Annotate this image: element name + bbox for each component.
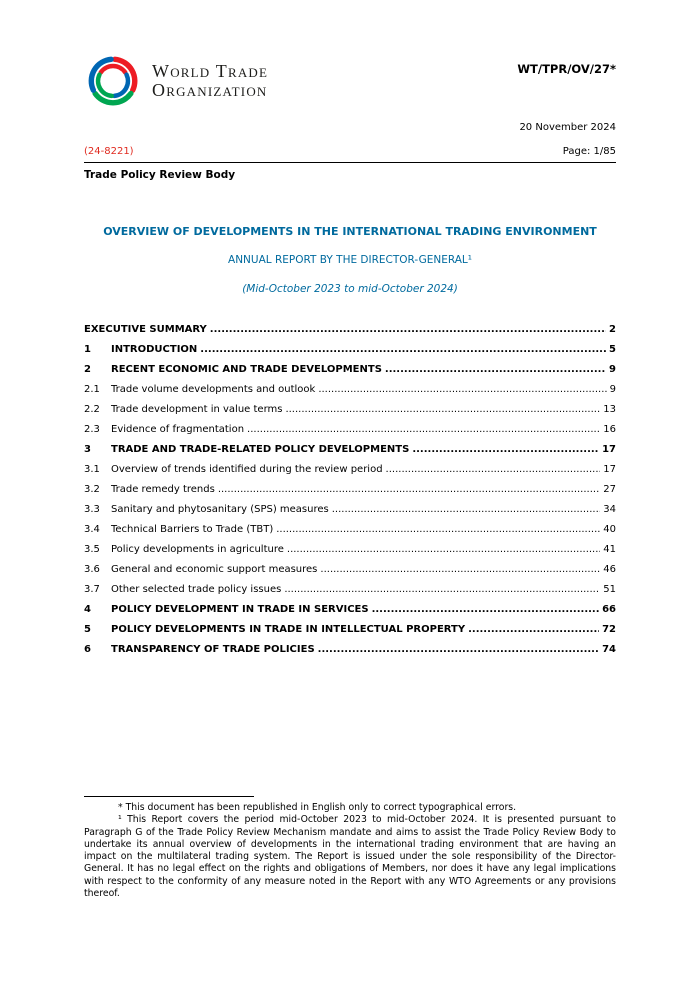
toc-row <box>84 360 616 380</box>
toc-row <box>84 420 616 440</box>
report-title: OVERVIEW OF DEVELOPMENTS IN THE INTERNATIONAL TRADING ENVIRONMENT <box>103 225 597 238</box>
toc-item-page: 9 <box>609 384 616 395</box>
toc-item-number: 2.3 <box>84 424 100 435</box>
org-name-line2: Organization <box>152 80 268 100</box>
wto-globe-icon <box>84 52 142 110</box>
toc-row <box>84 380 616 400</box>
toc-item-page: 74 <box>602 644 616 655</box>
toc-row <box>84 540 616 560</box>
toc-leader-dots <box>210 320 606 340</box>
document-number: (24-8221) <box>84 146 134 157</box>
document-symbol: WT/TPR/OV/27* <box>517 62 616 76</box>
toc-item-label: Technical Barriers to Trade (TBT) <box>111 524 274 535</box>
toc-item-label: EXECUTIVE SUMMARY <box>84 324 207 335</box>
toc-item-label: General and economic support measures <box>111 564 318 575</box>
toc-item-number: 5 <box>84 624 91 635</box>
footnote-1: ¹ This Report covers the period mid-October 2023 to mid-October 2024. It is presented pursuant to Paragraph G of the Trade Policy Review Mechanism mandate and aims to assist the Trade Policy Review Body to undertake its annual overview of developments in the international trading environment that are having an impact on the multilateral trading system. The Report is issued under the sole responsibility of the Director-General. It has no legal effect on the rights and obligations of Members, nor does it have any legal implications with respect to the conformity of any measure noted in the Report with any WTO Agreements or any provisions thereof. <box>84 814 616 900</box>
toc-item-number: 3.6 <box>84 564 100 575</box>
toc-leader-dots <box>332 500 601 520</box>
toc-item-label: POLICY DEVELOPMENTS IN TRADE IN INTELLECTUAL PROPERTY <box>111 624 466 635</box>
toc-leader-dots <box>200 340 606 360</box>
table-of-contents <box>84 320 616 660</box>
toc-row <box>84 320 616 340</box>
toc-item-number: 6 <box>84 644 91 655</box>
toc-item-label: INTRODUCTION <box>111 344 198 355</box>
toc-item-number: 4 <box>84 604 91 615</box>
toc-item-label: Overview of trends identified during the review period <box>111 464 383 475</box>
footnotes-block <box>84 796 616 900</box>
toc-leader-dots <box>386 460 601 480</box>
toc-row <box>84 400 616 420</box>
toc-item-number: 2 <box>84 364 91 375</box>
toc-leader-dots <box>318 380 606 400</box>
toc-row <box>84 600 616 620</box>
org-name <box>152 62 268 100</box>
toc-leader-dots <box>318 640 599 660</box>
toc-item-label: POLICY DEVELOPMENT IN TRADE IN SERVICES <box>111 604 369 615</box>
toc-item-page: 5 <box>609 344 616 355</box>
toc-item-number: 3.3 <box>84 504 100 515</box>
toc-leader-dots <box>285 400 600 420</box>
toc-leader-dots <box>247 420 600 440</box>
toc-row <box>84 520 616 540</box>
toc-item-page: 51 <box>603 584 616 595</box>
report-period: (Mid-October 2023 to mid-October 2024) <box>242 283 458 295</box>
toc-leader-dots <box>276 520 600 540</box>
toc-row <box>84 440 616 460</box>
toc-item-page: 16 <box>603 424 616 435</box>
toc-row <box>84 460 616 480</box>
footnote-asterisk: * This document has been republished in English only to correct typographical errors. <box>118 802 517 813</box>
toc-leader-dots <box>412 440 599 460</box>
document-header <box>84 52 616 110</box>
toc-leader-dots <box>385 360 606 380</box>
title-block <box>84 225 616 295</box>
toc-row <box>84 340 616 360</box>
toc-item-label: TRADE AND TRADE-RELATED POLICY DEVELOPMENTS <box>111 444 410 455</box>
toc-leader-dots <box>468 620 599 640</box>
toc-item-page: 40 <box>603 524 616 535</box>
toc-item-number: 3.7 <box>84 584 100 595</box>
toc-item-number: 3 <box>84 444 91 455</box>
toc-item-page: 46 <box>603 564 616 575</box>
toc-item-number: 3.5 <box>84 544 100 555</box>
toc-row <box>84 480 616 500</box>
toc-row <box>84 580 616 600</box>
toc-item-number: 1 <box>84 344 91 355</box>
toc-item-page: 41 <box>603 544 616 555</box>
toc-row <box>84 620 616 640</box>
toc-leader-dots <box>320 560 600 580</box>
toc-item-label: Trade remedy trends <box>111 484 215 495</box>
toc-leader-dots <box>284 580 600 600</box>
toc-item-page: 17 <box>603 464 616 475</box>
toc-item-label: Other selected trade policy issues <box>111 584 282 595</box>
wto-logo-block <box>84 52 268 110</box>
header-divider <box>84 162 616 163</box>
toc-item-page: 2 <box>609 324 616 335</box>
toc-leader-dots <box>372 600 600 620</box>
toc-item-label: Trade volume developments and outlook <box>111 384 316 395</box>
document-number-row <box>84 146 616 157</box>
toc-item-page: 27 <box>603 484 616 495</box>
toc-item-page: 66 <box>602 604 616 615</box>
toc-item-number: 3.2 <box>84 484 100 495</box>
toc-item-label: Trade development in value terms <box>111 404 283 415</box>
toc-item-number: 3.4 <box>84 524 100 535</box>
toc-leader-dots <box>287 540 600 560</box>
toc-row <box>84 560 616 580</box>
toc-leader-dots <box>218 480 600 500</box>
toc-item-number: 2.1 <box>84 384 100 395</box>
toc-item-label: TRANSPARENCY OF TRADE POLICIES <box>111 644 315 655</box>
page-indicator: Page: 1/85 <box>562 146 616 157</box>
toc-item-number: 2.2 <box>84 404 100 415</box>
toc-row <box>84 500 616 520</box>
toc-item-page: 13 <box>603 404 616 415</box>
toc-item-label: Policy developments in agriculture <box>111 544 284 555</box>
toc-item-page: 9 <box>609 364 616 375</box>
toc-item-page: 17 <box>602 444 616 455</box>
toc-item-page: 72 <box>602 624 616 635</box>
org-name-line1: World Trade <box>152 61 269 81</box>
toc-row <box>84 640 616 660</box>
report-subtitle: ANNUAL REPORT BY THE DIRECTOR-GENERAL¹ <box>228 254 472 266</box>
review-body-name: Trade Policy Review Body <box>84 169 236 181</box>
toc-item-label: Sanitary and phytosanitary (SPS) measures <box>111 504 329 515</box>
footnote-separator <box>84 796 254 797</box>
document-date: 20 November 2024 <box>519 122 616 133</box>
toc-item-label: RECENT ECONOMIC AND TRADE DEVELOPMENTS <box>111 364 382 375</box>
toc-item-page: 34 <box>603 504 616 515</box>
toc-item-number: 3.1 <box>84 464 100 475</box>
toc-item-label: Evidence of fragmentation <box>111 424 245 435</box>
